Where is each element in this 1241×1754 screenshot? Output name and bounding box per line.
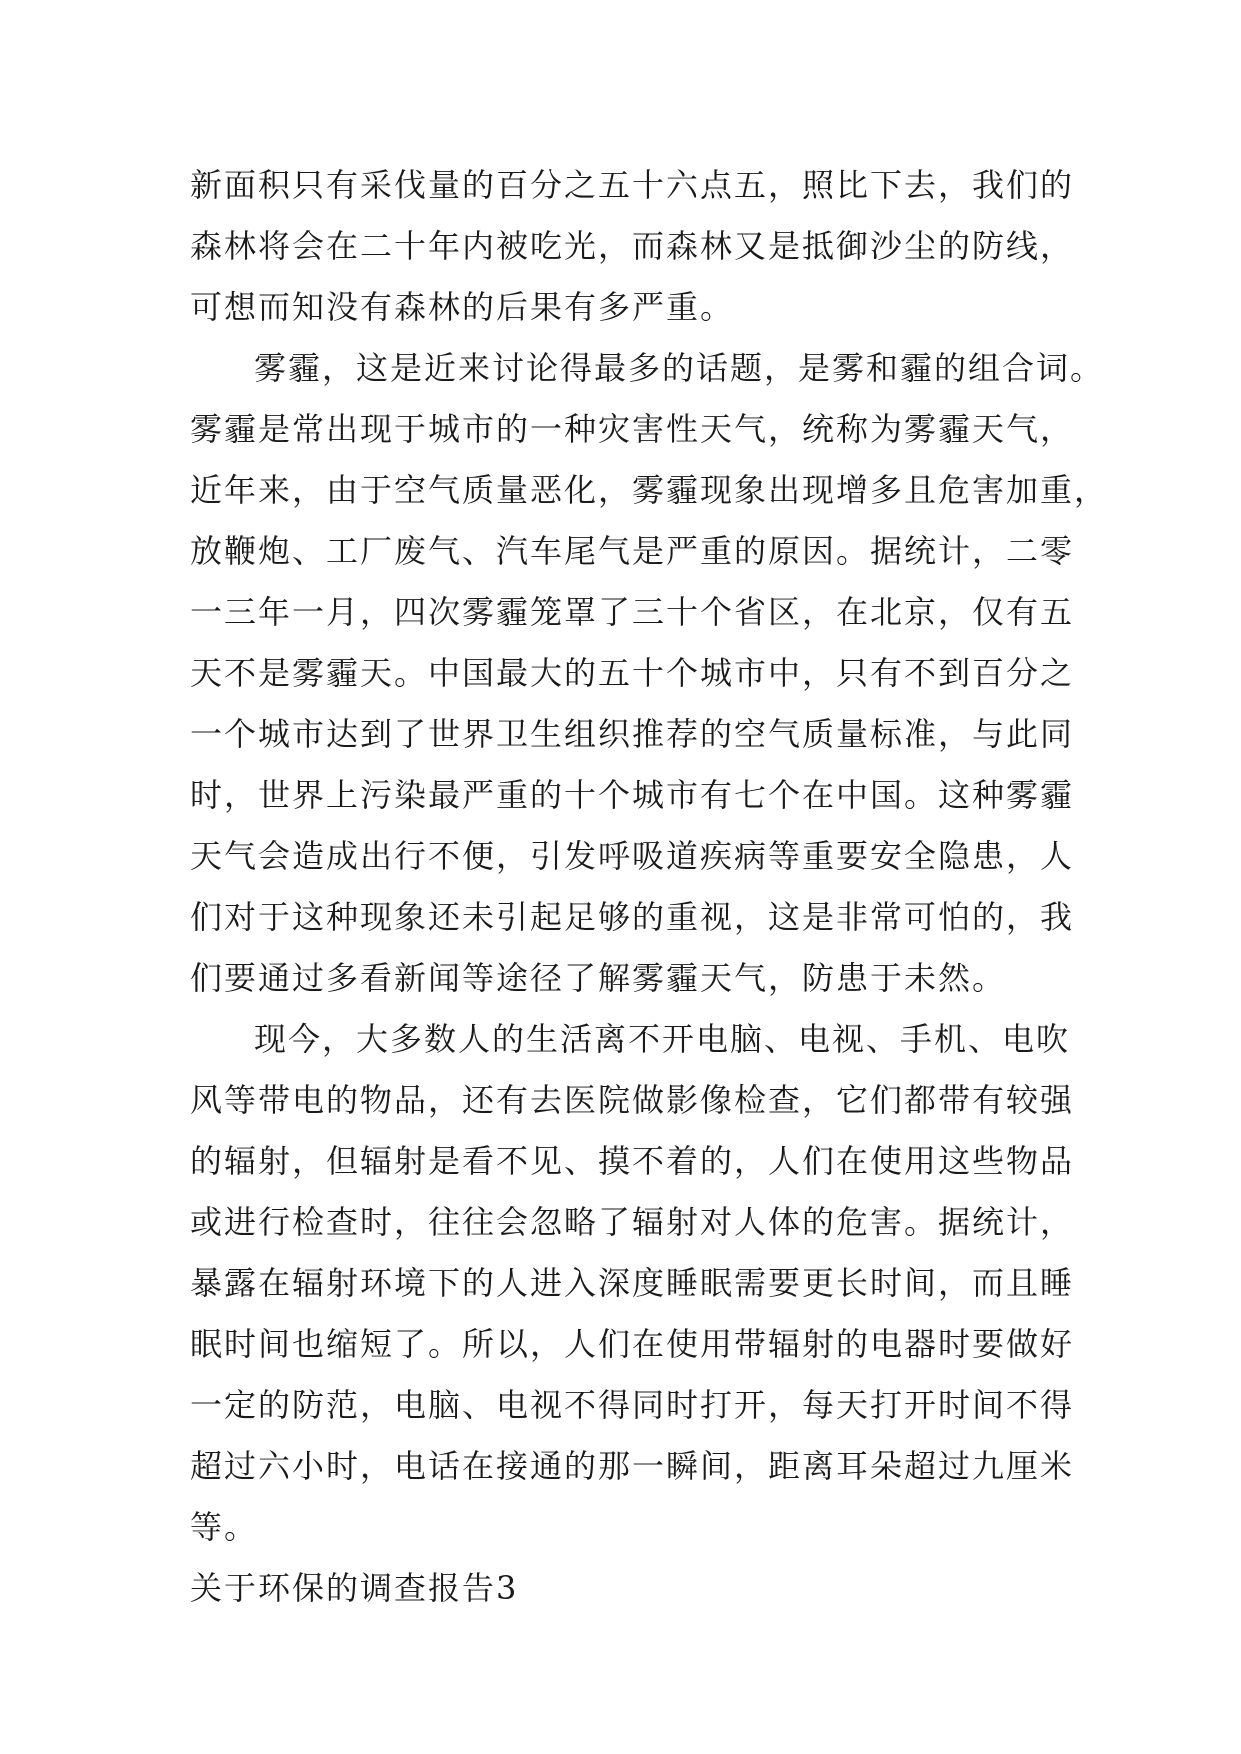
text-line: 新面积只有采伐量的百分之五十六点五，照比下去，我们的 [190, 166, 1075, 204]
text-line: 近年来，由于空气质量恶化，雾霾现象出现增多且危害加重， [190, 471, 1109, 509]
text-line: 超过六小时，电话在接通的那一瞬间，距离耳朵超过九厘米 [190, 1447, 1075, 1485]
text-line: 眠时间也缩短了。所以，人们在使用带辐射的电器时要做好 [190, 1325, 1075, 1363]
text-line: 时，世界上污染最严重的十个城市有七个在中国。这种雾霾 [190, 776, 1075, 814]
text-line: 可想而知没有森林的后果有多严重。 [190, 288, 735, 326]
text-line: 风等带电的物品，还有去医院做影像检查，它们都带有较强 [190, 1081, 1075, 1119]
text-line: 森林将会在二十年内被吃光，而森林又是抵御沙尘的防线， [190, 227, 1075, 265]
text-line: 暴露在辐射环境下的人进入深度睡眠需要更长时间，而且睡 [190, 1264, 1075, 1302]
text-line: 等。 [190, 1508, 259, 1546]
text-line: 一定的防范，电脑、电视不得同时打开，每天打开时间不得 [190, 1386, 1075, 1424]
paragraph-forest [190, 155, 1075, 338]
text-line: 天不是雾霾天。中国最大的五十个城市中，只有不到百分之 [190, 654, 1075, 692]
text-line: 现今，大多数人的生活离不开电脑、电视、手机、电吹 [254, 1020, 1071, 1058]
text-line: 的辐射，但辐射是看不见、摸不着的，人们在使用这些物品 [190, 1142, 1075, 1180]
paragraph-smog [190, 338, 1109, 1009]
text-line: 雾霾是常出现于城市的一种灾害性天气，统称为雾霾天气， [190, 410, 1075, 448]
text-line: 或进行检查时，往往会忽略了辐射对人体的危害。据统计， [190, 1203, 1075, 1241]
text-line: 一三年一月，四次雾霾笼罩了三十个省区，在北京，仅有五 [190, 593, 1075, 631]
text-line: 们对于这种现象还未引起足够的重视，这是非常可怕的，我 [190, 898, 1075, 936]
document-body [190, 155, 1109, 1619]
paragraph-radiation [190, 1009, 1075, 1558]
text-line: 天气会造成出行不便，引发呼吸道疾病等重要安全隐患，人 [190, 837, 1075, 875]
text-line: 雾霾，这是近来讨论得最多的话题，是雾和霾的组合词。 [254, 349, 1105, 387]
text-line: 放鞭炮、工厂废气、汽车尾气是严重的原因。据统计，二零 [190, 532, 1075, 570]
text-line: 们要通过多看新闻等途径了解雾霾天气，防患于未然。 [190, 959, 1007, 997]
text-line: 一个城市达到了世界卫生组织推荐的空气质量标准，与此同 [190, 715, 1075, 753]
section-heading: 关于环保的调查报告3 [190, 1569, 519, 1607]
